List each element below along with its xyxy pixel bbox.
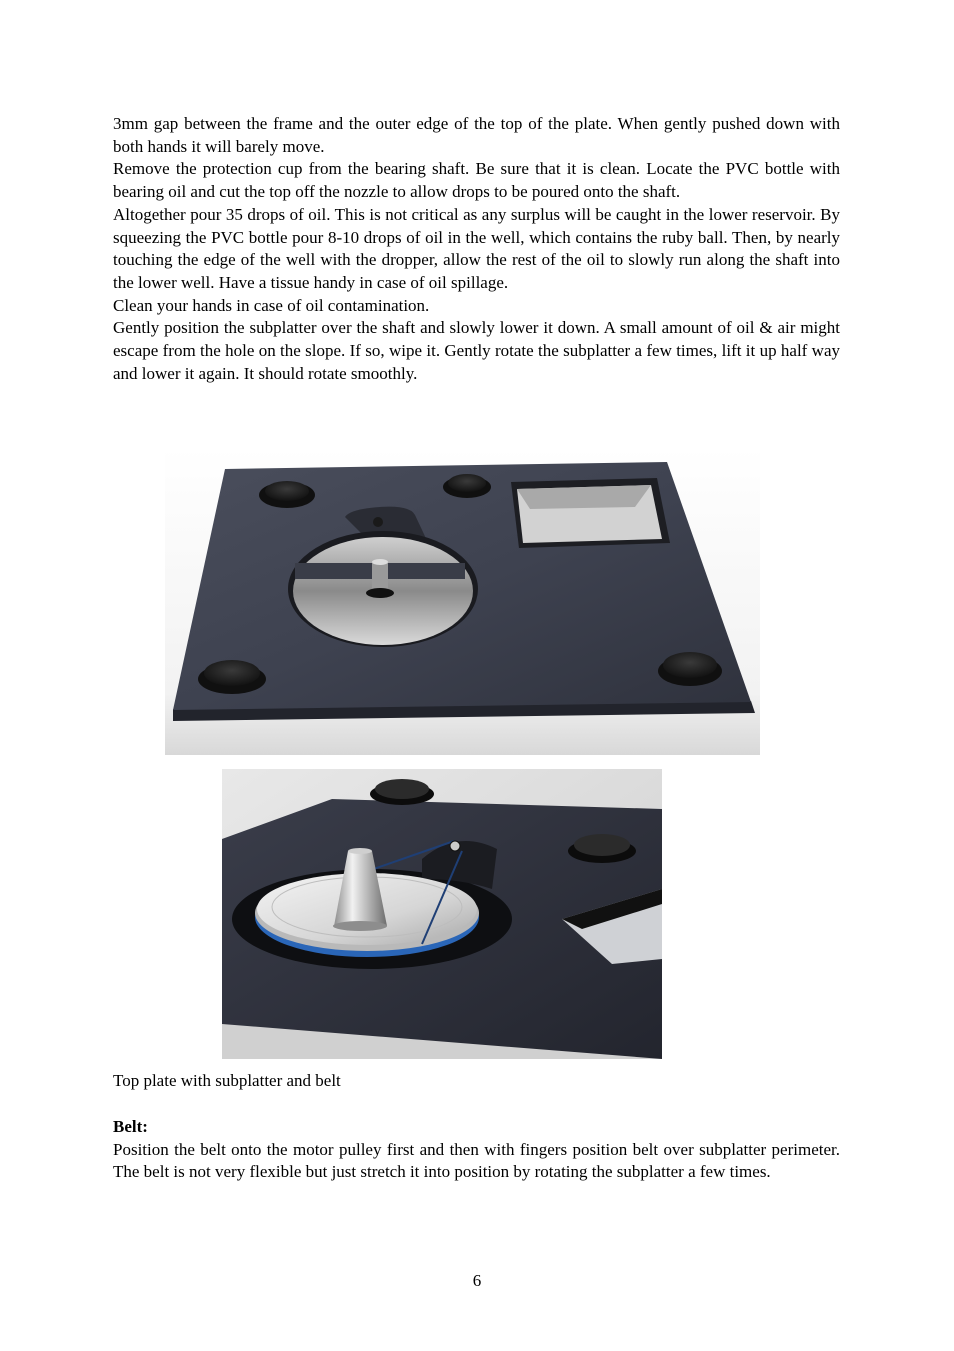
belt-section (113, 1116, 840, 1184)
paragraph-subplatter: Gently position the subplatter over the shaft and slowly lower it down. A small amount of oil & air might escape from the hole on the slope. If so, wipe it. Gently rotate the subplatter a few times, lift it up half way and lower it again. It should rotate smoothly. (113, 318, 840, 383)
belt-heading: Belt: (113, 1117, 148, 1136)
belt-paragraph: Position the belt onto the motor pulley first and then with fingers position belt over subplatter perimeter. The belt is not very flexible but just stretch it into position by rotating the subplatter a few times. (113, 1139, 840, 1182)
paragraph-gap: 3mm gap between the frame and the outer edge of the top of the plate. When gently pushed down with both hands it will barely move. (113, 114, 840, 156)
paragraph-clean-hands: Clean your hands in case of oil contamination. (113, 295, 430, 315)
subplatter-belt-photo (222, 769, 662, 1059)
paragraph-oil-drops: Altogether pour 35 drops of oil. This is not critical as any surplus will be caught in the lower reservoir. By squeezing the PVC bottle pour 8-10 drops of oil in the well, which contains the ruby ball. Then, by nearly touching the edge of the well with the dropper, allow the rest of the oil to slowly run along the shaft into the lower well. Have a tissue handy in case of oil spillage. (113, 204, 840, 292)
figure-caption: Top plate with subplatter and belt (113, 1071, 341, 1090)
body-text (113, 113, 840, 385)
top-plate-photo (165, 447, 760, 755)
page-number: 6 (472, 1271, 482, 1290)
paragraph-protection-cup: Remove the protection cup from the bearing shaft. Be sure that it is clean. Locate the PVC bottle with bearing oil and cut the top off the nozzle to allow drops to be poured onto the shaft. (113, 159, 840, 202)
